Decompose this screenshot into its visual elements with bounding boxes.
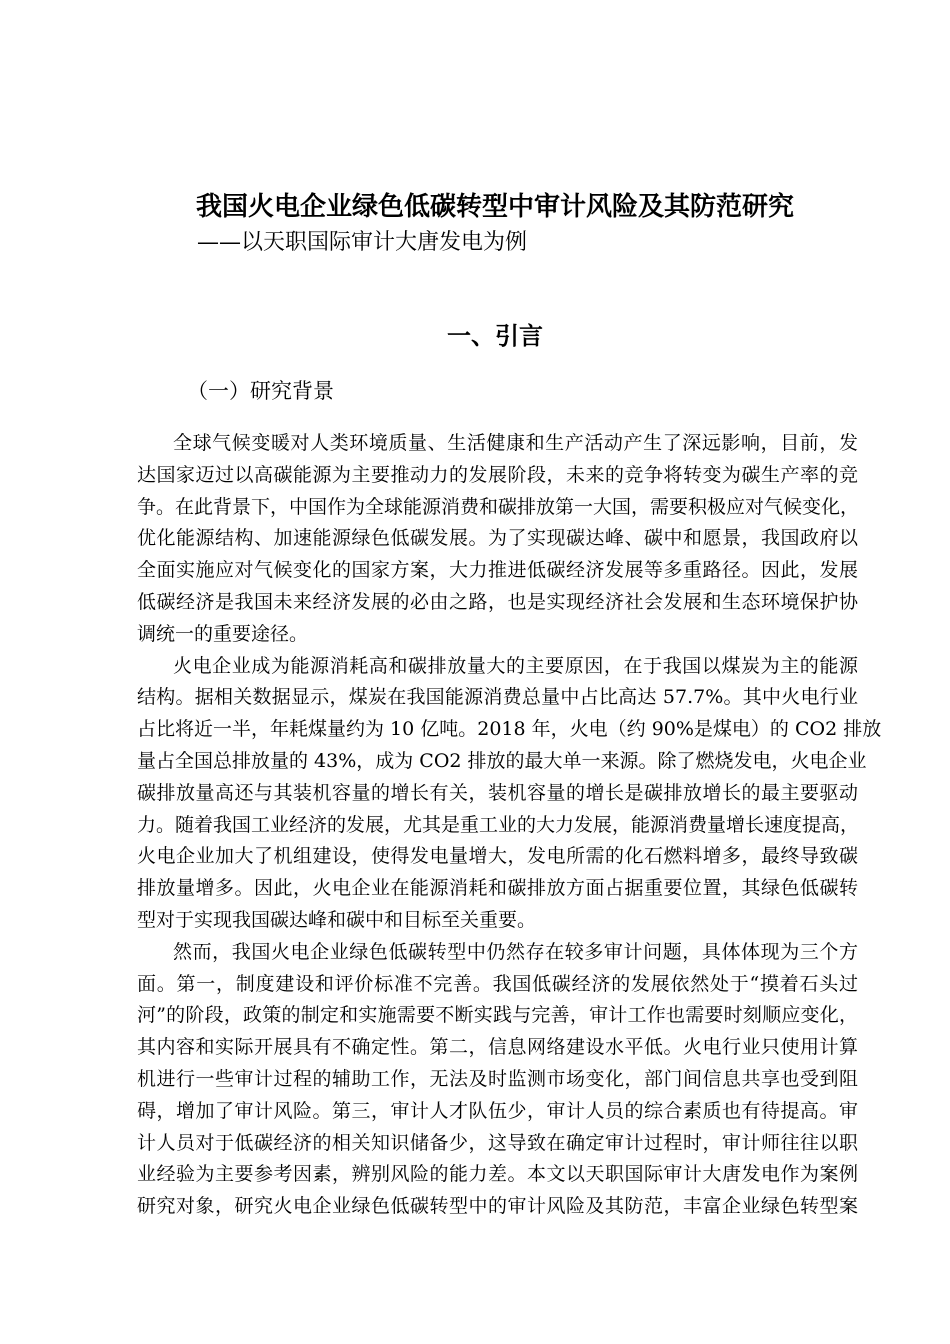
text-line: 力。随着我国工业经济的发展，尤其是重工业的大力发展，能源消费量增长速度提高， bbox=[137, 813, 860, 836]
text-line: 业经验为主要参考因素，辨别风险的能力差。本文以天职国际审计大唐发电作为案例 bbox=[137, 1163, 858, 1186]
text-line: 调统一的重要途径。 bbox=[137, 622, 309, 645]
text-line: 结构。据相关数据显示，煤炭在我国能源消费总量中占比高达 57.7%。其中火电行业 bbox=[137, 686, 858, 709]
text-line: 然而，我国火电企业绿色低碳转型中仍然存在较多审计问题，具体体现为三个方 bbox=[173, 940, 858, 963]
text-line: 研究对象，研究火电企业绿色低碳转型中的审计风险及其防范，丰富企业绿色转型案 bbox=[137, 1195, 858, 1218]
text-line: 机进行一些审计过程的辅助工作，无法及时监测市场变化，部门间信息共享也受到阻 bbox=[137, 1067, 858, 1090]
text-line: 面。第一，制度建设和评价标准不完善。我国低碳经济的发展依然处于“摸着石头过 bbox=[137, 972, 858, 995]
subsection-heading: （一）研究背景 bbox=[187, 379, 334, 403]
text-line: 达国家迈过以高碳能源为主要推动力的发展阶段，未来的竞争将转变为碳生产率的竞 bbox=[137, 463, 858, 486]
text-line: 碳排放量高还与其装机容量的增长有关，装机容量的增长是碳排放增长的最主要驱动 bbox=[137, 781, 858, 804]
text-line: 碍，增加了审计风险。第三，审计人才队伍少，审计人员的综合素质也有待提高。审 bbox=[137, 1099, 858, 1122]
text-line: 计人员对于低碳经济的相关知识储备少，这导致在确定审计过程时，审计师往往以职 bbox=[137, 1131, 858, 1154]
section-heading: 一、引言 bbox=[447, 322, 543, 350]
text-line: 优化能源结构、加速能源绿色低碳发展。为了实现碳达峰、碳中和愿景，我国政府以 bbox=[137, 527, 858, 550]
document-title: 我国火电企业绿色低碳转型中审计风险及其防范研究 bbox=[195, 192, 794, 222]
paragraph bbox=[137, 428, 858, 651]
paragraph bbox=[137, 651, 882, 937]
body-text bbox=[137, 428, 882, 1223]
text-line: 型对于实现我国碳达峰和碳中和目标至关重要。 bbox=[137, 908, 537, 931]
text-line: 火电企业加大了机组建设，使得发电量增大，发电所需的化石燃料增多，最终导致碳 bbox=[137, 845, 858, 868]
text-line: 占比将近一半，年耗煤量约为 10 亿吨。2018 年，火电（约 90%是煤电）的 CO2 排放 bbox=[137, 718, 882, 741]
text-line: 其内容和实际开展具有不确定性。第二，信息网络建设水平低。火电行业只使用计算 bbox=[137, 1036, 858, 1059]
text-line: 全球气候变暖对人类环境质量、生活健康和生产活动产生了深远影响，目前，发 bbox=[173, 432, 858, 454]
text-line: 低碳经济是我国未来经济发展的必由之路，也是实现经济社会发展和生态环境保护协 bbox=[137, 590, 858, 613]
paragraph bbox=[137, 937, 858, 1223]
text-line: 河”的阶段，政策的制定和实施需要不断实践与完善，审计工作也需要时刻顺应变化， bbox=[137, 1004, 858, 1027]
text-line: 全面实施应对气候变化的国家方案，大力推进低碳经济发展等多重路径。因此，发展 bbox=[137, 559, 858, 582]
text-line: 争。在此背景下，中国作为全球能源消费和碳排放第一大国，需要积极应对气候变化， bbox=[137, 495, 860, 518]
text-line: 量占全国总排放量的 43%，成为 CO2 排放的最大单一来源。除了燃烧发电，火电企业 bbox=[137, 749, 867, 772]
text-line: 排放量增多。因此，火电企业在能源消耗和碳排放方面占据重要位置，其绿色低碳转 bbox=[137, 877, 858, 900]
text-line: 火电企业成为能源消耗高和碳排放量大的主要原因，在于我国以煤炭为主的能源 bbox=[173, 654, 858, 677]
document-subtitle: ——以天职国际审计大唐发电为例 bbox=[197, 230, 528, 255]
